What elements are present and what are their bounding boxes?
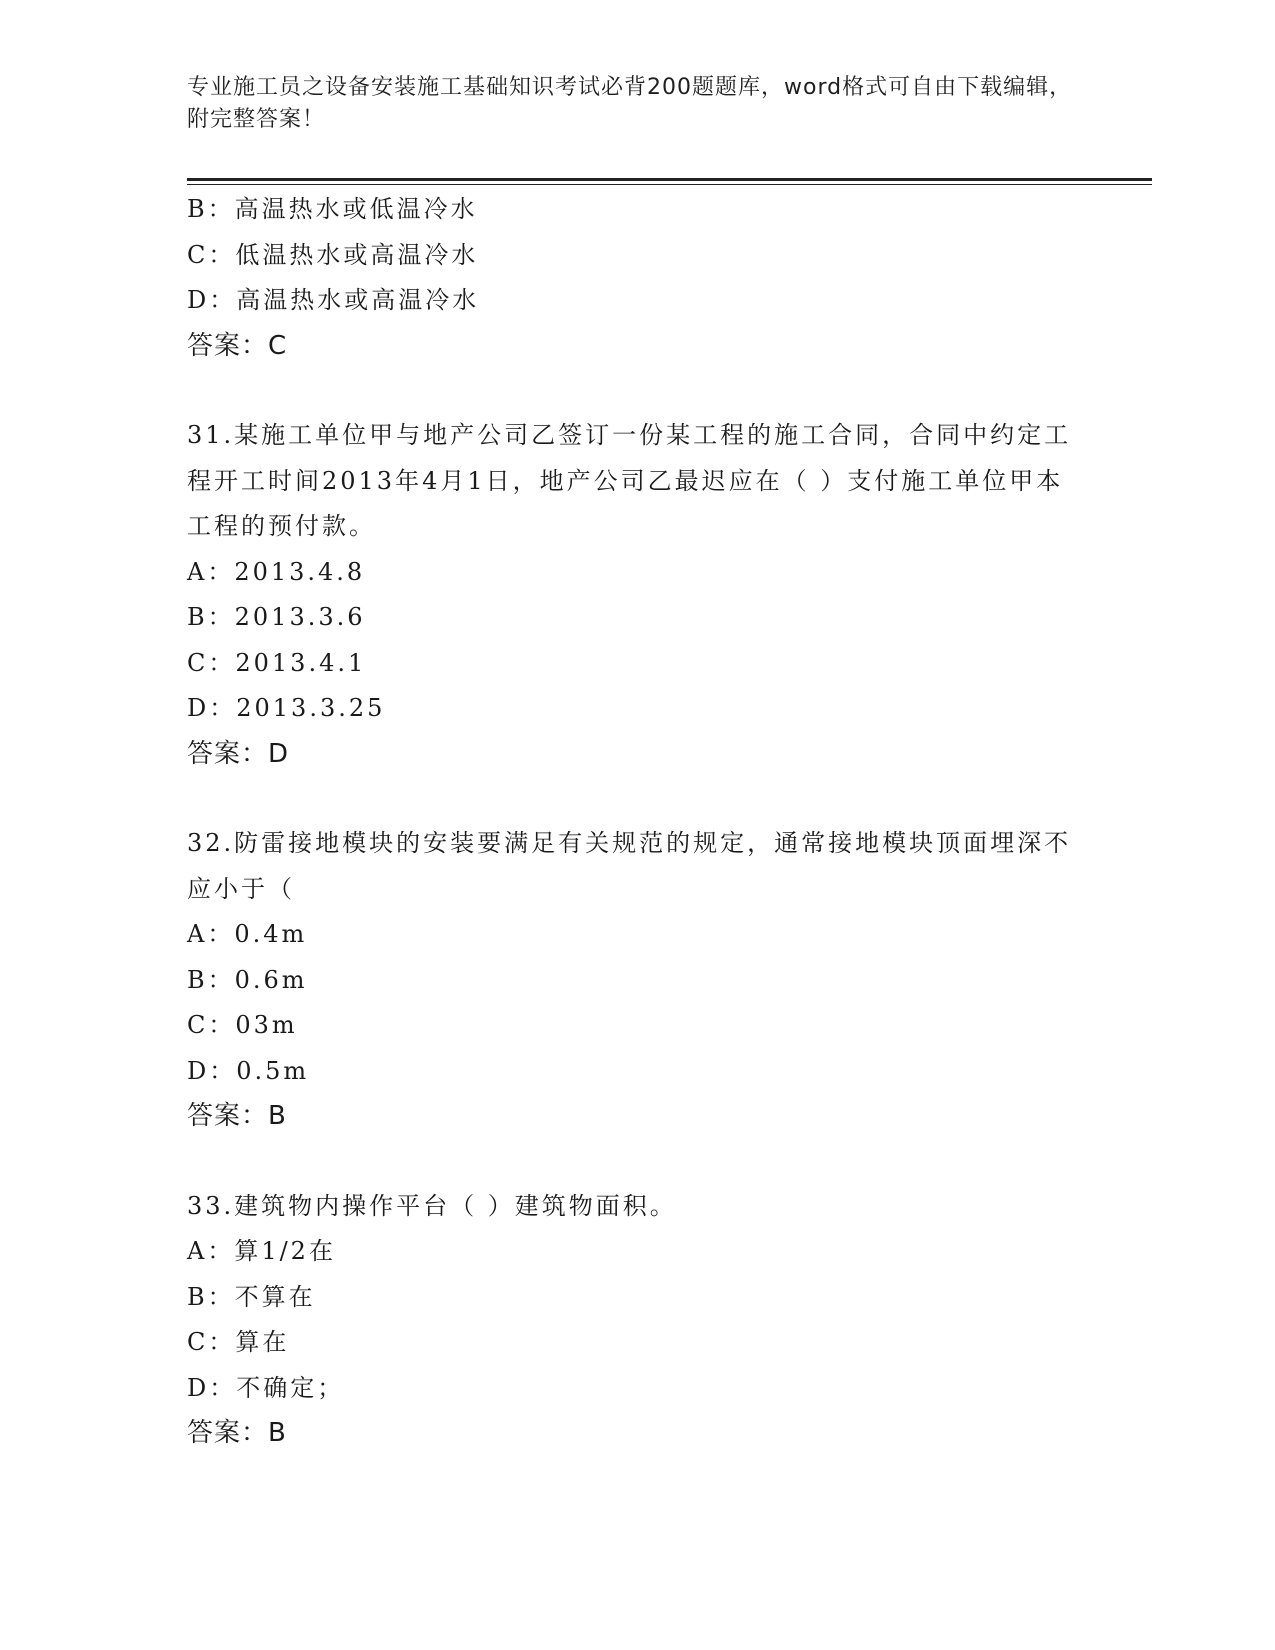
option-b: B：0.6m <box>187 965 308 994</box>
option-d: D：高温热水或高温冷水 <box>187 286 480 314</box>
question-text: 32.防雷接地模块的安装要满足有关规范的规定，通常接地模块顶面埋深不应小于（ <box>187 829 1072 903</box>
question-text: 31.某施工单位甲与地产公司乙签订一份某工程的施工合同，合同中约定工程开工时间2013年4月1日，地产公司乙最迟应在（ ）支付施工单位甲本工程的预付款。 <box>187 421 1072 540</box>
header-divider-thick <box>187 178 1152 181</box>
option-d: D：不确定； <box>187 1373 345 1402</box>
option-a: A：2013.4.8 <box>187 557 366 586</box>
answer-line: 答案：B <box>187 1418 287 1448</box>
document-header: 专业施工员之设备安装施工基础知识考试必背200题题库，word格式可自由下载编辑，附完整答案！ <box>187 75 1073 132</box>
option-b: B：不算在 <box>187 1282 316 1311</box>
question-32 <box>187 821 1087 1140</box>
header-divider-thin <box>187 184 1152 185</box>
answer-line: 答案：C <box>187 330 288 361</box>
question-33 <box>187 1184 1087 1457</box>
option-c: C：算在 <box>187 1328 290 1356</box>
option-d: D：0.5m <box>187 1056 310 1085</box>
prev-question-block <box>187 187 1087 369</box>
option-c: C：2013.4.1 <box>187 648 367 677</box>
option-a: A：0.4m <box>187 920 308 948</box>
option-c: C：低温热水或高温冷水 <box>187 240 479 269</box>
option-a: A：算1/2在 <box>187 1237 336 1265</box>
answer-line: 答案：B <box>187 1101 287 1131</box>
option-b: B：高温热水或低温冷水 <box>187 195 478 223</box>
question-list <box>187 187 1087 1457</box>
option-b: B：2013.3.6 <box>187 603 366 631</box>
question-31 <box>187 413 1087 777</box>
option-d: D：2013.3.25 <box>187 694 386 722</box>
option-c: C：03m <box>187 1011 298 1039</box>
question-text: 33.建筑物内操作平台（ ）建筑物面积。 <box>187 1191 677 1220</box>
answer-line: 答案：D <box>187 738 290 769</box>
